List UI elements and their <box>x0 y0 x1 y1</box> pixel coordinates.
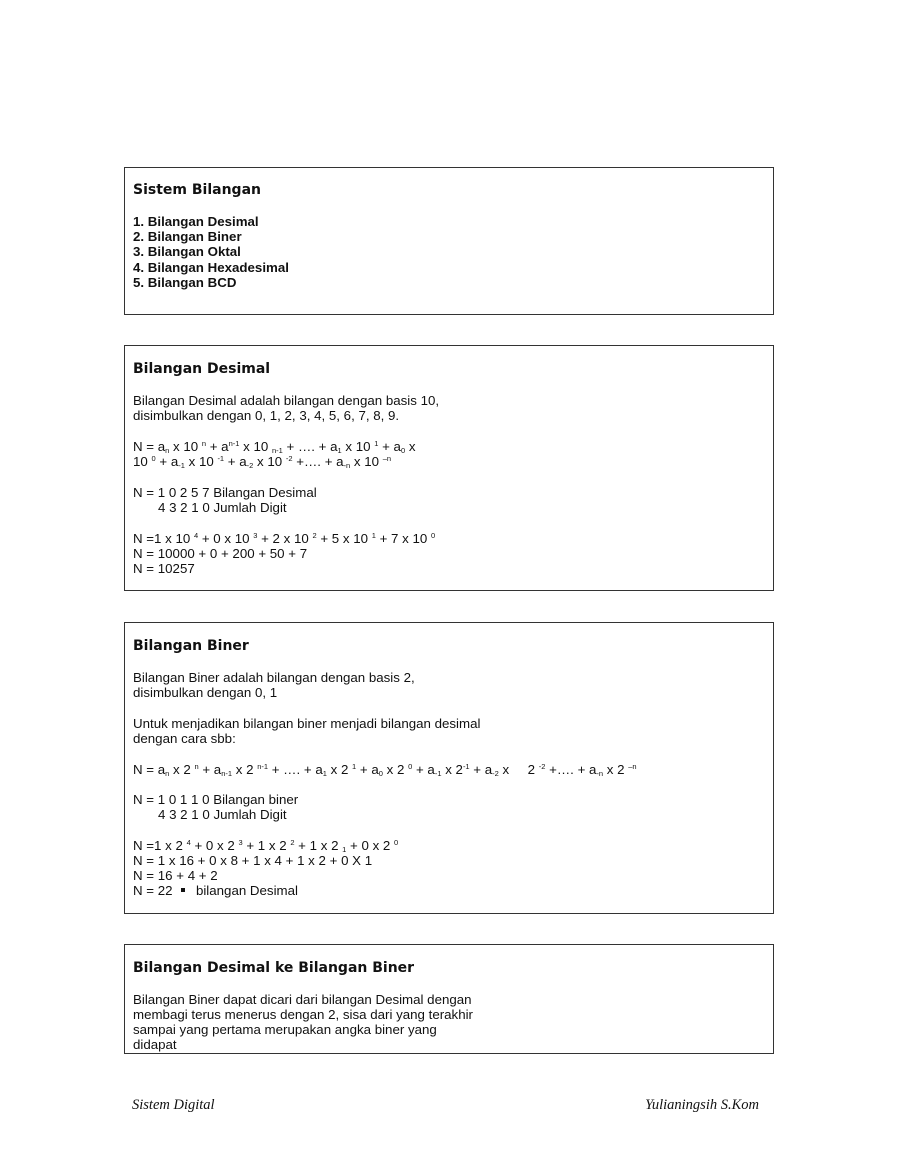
paragraph-line: membagi terus menerus dengan 2, sisa dari yang terakhir <box>133 1007 473 1022</box>
bullet-icon <box>181 888 185 892</box>
paragraph-line: dengan cara sbb: <box>133 731 236 746</box>
section-bilangan-biner <box>124 622 774 914</box>
formula-line: 10 $^0 + a_{-1}$ x 10 $^{-1} + a_{-2}$ x 10 $^{-2}$ +…. + $a_{-n}$ x 10 $^{-n}$ <box>133 454 392 470</box>
paragraph-line: Bilangan Biner adalah bilangan dengan basis 2, <box>133 670 415 685</box>
list-item: 4. Bilangan Hexadesimal <box>133 260 289 275</box>
result-line <box>133 883 298 898</box>
paragraph-line: disimbulkan dengan 0, 1, 2, 3, 4, 5, 6, 7, 8, 9. <box>133 408 400 423</box>
list-item: 2. Bilangan Biner <box>133 229 242 244</box>
formula-line: N = 10000 + 0 + 200 + 50 + 7 <box>133 546 308 561</box>
formula-line: $N = a_n$ x 2 $^n + a_{n-1}$ x 2 $^{n-1}$ + …. + $a_1$ x 2 $^1 + a_0$ x 2 $^0 + a_{-1}$ x $2^{-1} + a_{-2}$ x 2 $^{-2}$ +…. + $a_{-n}$ x 2 $^{-n}$ <box>133 762 637 778</box>
digit-positions: 4 3 2 1 0 Jumlah Digit <box>158 500 287 515</box>
formula-line: N =1 x 2 $^4$ + 0 x 2 $^3$ + 1 x 2 $^2$ + 1 x 2 $_1$ + 0 x 2 $^0$ <box>133 838 399 854</box>
list-item: 5. Bilangan BCD <box>133 275 237 290</box>
footer-right: Yulianingsih S.Kom <box>645 1097 759 1113</box>
section-desimal-ke-biner <box>124 944 774 1054</box>
paragraph-line: Untuk menjadikan bilangan biner menjadi bilangan desimal <box>133 716 481 731</box>
paragraph-line: Bilangan Desimal adalah bilangan dengan basis 10, <box>133 393 440 408</box>
digit-positions: 4 3 2 1 0 Jumlah Digit <box>158 807 287 822</box>
paragraph-line: disimbulkan dengan 0, 1 <box>133 685 278 700</box>
formula-line: N = 16 + 4 + 2 <box>133 868 218 883</box>
footer-left: Sistem Digital <box>132 1097 215 1113</box>
result-line: N = 10257 <box>133 561 195 576</box>
result-value: N = 22 <box>133 883 173 898</box>
paragraph-line: didapat <box>133 1037 177 1052</box>
result-label: bilangan Desimal <box>195 883 298 898</box>
formula-line: N =1 x 10 $^4$ + 0 x 10 $^3$ + 2 x 10 $^2$ + 5 x 10 $^1$ + 7 x 10 $^0$ <box>133 531 436 546</box>
section-title: Bilangan Desimal ke Bilangan Biner <box>133 960 415 976</box>
section-title: Bilangan Biner <box>133 638 249 654</box>
list-item: 3. Bilangan Oktal <box>133 244 241 259</box>
section-bilangan-desimal <box>124 345 774 591</box>
formula-line: N = 1 x 16 + 0 x 8 + 1 x 4 + 1 x 2 + 0 X 1 <box>133 853 373 868</box>
formula-line: $N = a_n$ x 10 $^n + a^{n-1}$ x 10 $_{n-1}$ + …. + $a_1$ x 10 $^1 + a_0$ x <box>133 439 416 455</box>
section-title: Bilangan Desimal <box>133 361 271 377</box>
section-title: Sistem Bilangan <box>133 182 261 198</box>
example-number: N = 1 0 1 1 0 Bilangan biner <box>133 792 299 807</box>
list-item: 1. Bilangan Desimal <box>133 214 259 229</box>
example-number: N = 1 0 2 5 7 Bilangan Desimal <box>133 485 317 500</box>
section-sistem-bilangan <box>124 167 774 315</box>
paragraph-line: sampai yang pertama merupakan angka biner yang <box>133 1022 437 1037</box>
paragraph-line: Bilangan Biner dapat dicari dari bilangan Desimal dengan <box>133 992 472 1007</box>
